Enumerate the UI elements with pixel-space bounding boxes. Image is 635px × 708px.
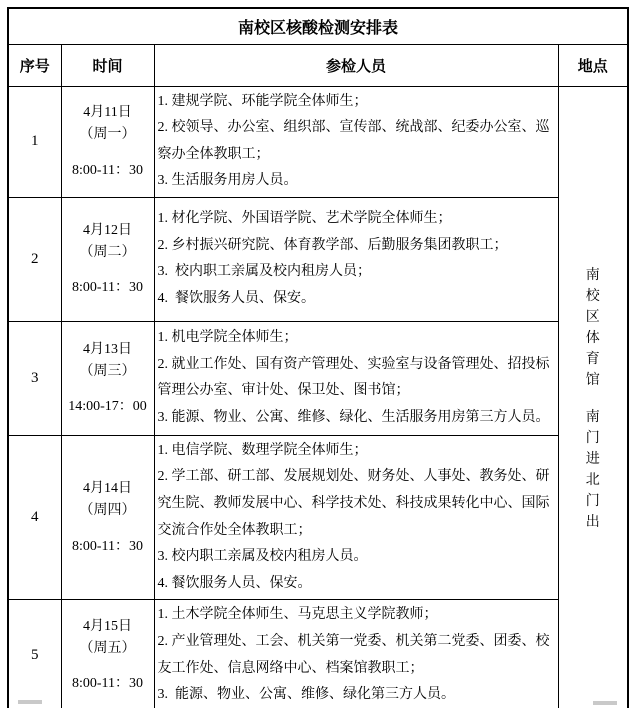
table-row bbox=[8, 600, 628, 708]
time-range-text: 8:00-11：30 bbox=[71, 162, 144, 178]
weekday-text: （周五） bbox=[79, 640, 136, 656]
time-cell bbox=[61, 86, 154, 197]
time-range-text: 8:00-11：30 bbox=[71, 676, 144, 692]
time-cell bbox=[61, 321, 154, 435]
participants-cell bbox=[154, 435, 558, 600]
participant-item: 3. 能源、物业、公寓、维修、绿化、生活服务用房第三方人员。 bbox=[157, 409, 550, 425]
col-header-location: 地点 bbox=[558, 44, 628, 86]
participant-item: 2. 乡村振兴研究院、体育教学部、后勤服务集团教职工； bbox=[157, 237, 508, 253]
participant-item: 1. 材化学院、外国语学院、艺术学院全体师生； bbox=[157, 211, 452, 227]
table-row bbox=[8, 86, 628, 197]
participant-item: 1. 建规学院、环能学院全体师生； bbox=[157, 93, 368, 109]
scrollbar-fragment-right[interactable] bbox=[593, 701, 617, 705]
date-text: 4月13日 bbox=[83, 341, 132, 357]
time-cell bbox=[61, 197, 154, 321]
weekday-text: （周三） bbox=[79, 363, 136, 379]
participant-item: 2. 校领导、办公室、组织部、宣传部、统战部、纪委办公室、巡察办全体教职工； bbox=[157, 120, 550, 162]
table-row bbox=[8, 197, 628, 321]
participant-item: 2. 就业工作处、国有资产管理处、实验室与设备管理处、招投标管理公办室、审计处、保卫处、图书馆； bbox=[157, 356, 550, 399]
table-row bbox=[8, 435, 628, 600]
participant-item: 3. 校内职工亲属及校内租房人员。 bbox=[157, 549, 368, 565]
participants-cell bbox=[154, 86, 558, 197]
weekday-text: （周二） bbox=[79, 244, 136, 260]
row-number: 5 bbox=[8, 600, 61, 708]
weekday-text: （周四） bbox=[79, 502, 136, 518]
participant-item: 3. 校内职工亲属及校内租房人员； bbox=[157, 264, 371, 280]
col-header-time: 时间 bbox=[61, 44, 154, 86]
participants-cell bbox=[154, 600, 558, 708]
participant-item: 3. 生活服务用房人员。 bbox=[157, 173, 298, 189]
date-text: 4月14日 bbox=[83, 481, 132, 497]
row-number: 3 bbox=[8, 321, 61, 435]
row-number: 1 bbox=[8, 86, 61, 197]
time-cell bbox=[61, 435, 154, 600]
table-row bbox=[8, 321, 628, 435]
participant-item: 2. 产业管理处、工会、机关第一党委、机关第二党委、团委、校友工作处、信息网络中心、档案馆教职工； bbox=[157, 634, 550, 676]
schedule-table bbox=[7, 7, 629, 708]
time-cell bbox=[61, 600, 154, 708]
table-title: 南校区核酸检测安排表 bbox=[8, 8, 628, 44]
weekday-text: （周一） bbox=[79, 126, 136, 142]
col-header-no: 序号 bbox=[8, 44, 61, 86]
row-number: 2 bbox=[8, 197, 61, 321]
time-range-text: 14:00-17：00 bbox=[68, 399, 147, 415]
row-number: 4 bbox=[8, 435, 61, 600]
time-range-text: 8:00-11：30 bbox=[71, 538, 144, 554]
date-text: 4月12日 bbox=[83, 222, 132, 238]
participants-cell bbox=[154, 321, 558, 435]
location-line-2: 南门进北门出 bbox=[585, 409, 600, 530]
date-text: 4月15日 bbox=[83, 619, 132, 635]
location-line-1: 南校区体育馆 bbox=[585, 267, 600, 388]
header-row bbox=[8, 44, 628, 86]
participants-cell bbox=[154, 197, 558, 321]
participant-item: 2. 学工部、研工部、发展规划处、财务处、人事处、教务处、研究生院、教师发展中心、科学技术处、科技成果转化中心、国际交流合作处全体教职工； bbox=[157, 469, 550, 538]
location-cell bbox=[558, 86, 628, 708]
participant-item: 4. 餐饮服务人员、保安。 bbox=[157, 290, 315, 306]
time-range-text: 8:00-11：30 bbox=[71, 280, 144, 296]
participant-item: 1. 电信学院、数理学院全体师生； bbox=[157, 442, 368, 458]
date-text: 4月11日 bbox=[83, 105, 132, 121]
participant-item: 1. 机电学院全体师生； bbox=[157, 330, 298, 346]
participant-item: 1. 土木学院全体师生、马克思主义学院教师； bbox=[157, 607, 438, 623]
scrollbar-fragment-left[interactable] bbox=[18, 700, 42, 704]
participant-item: 4. 餐饮服务人员、保安。 bbox=[157, 575, 312, 591]
title-row bbox=[8, 8, 628, 44]
participant-item: 3. 能源、物业、公寓、维修、绿化第三方人员。 bbox=[157, 687, 455, 703]
col-header-participants: 参检人员 bbox=[154, 44, 558, 86]
